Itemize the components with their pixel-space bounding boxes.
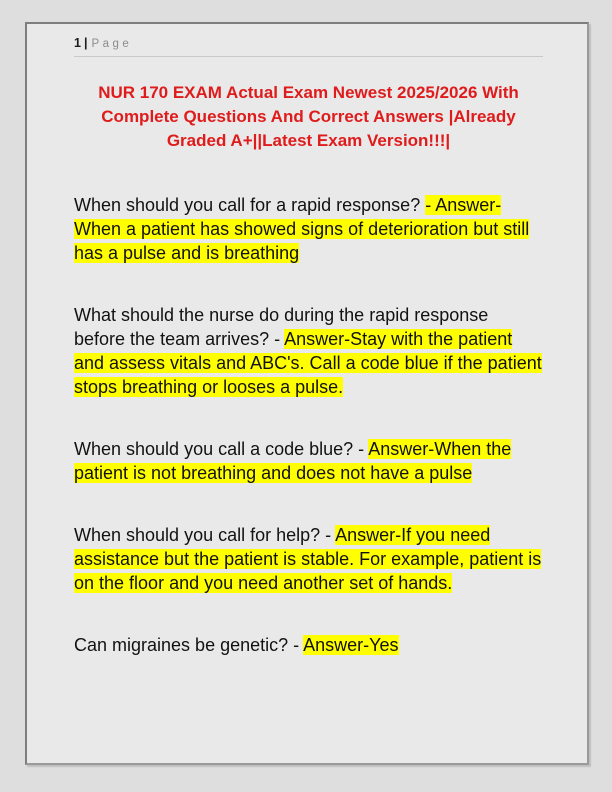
page-number: 1 (74, 36, 81, 50)
answer-highlight: Answer-Yes (303, 635, 399, 655)
qa-item (74, 193, 543, 265)
question-text: Can migraines be genetic? - (74, 635, 304, 655)
document-title: NUR 170 EXAM Actual Exam Newest 2025/2026 With Complete Questions And Correct Answers |Already Graded A+||Latest Exam Version!!!| (98, 83, 519, 150)
qa-item (74, 523, 543, 595)
page-header-text (74, 36, 543, 51)
qa-item (74, 633, 543, 657)
question-text: When should you call for a rapid response? (74, 195, 426, 215)
answer-highlight: Answer-When the patient is not breathing and does not have a pulse (74, 439, 512, 483)
answer-highlight: Answer-If you need assistance but the patient is stable. For example, patient is on the floor and you need another set of hands. (74, 525, 542, 593)
qa-item (74, 303, 543, 399)
question-text: When should you call a code blue? - (74, 439, 369, 459)
answer-highlight: Answer-Stay with the patient and assess vitals and ABC's. Call a code blue if the patient stops breathing or looses a pulse. (74, 329, 542, 397)
header-rule (74, 56, 543, 57)
answer-highlight: - Answer-When a patient has showed signs of deterioration but still has a pulse and is breathing (74, 195, 530, 263)
document-page (25, 22, 589, 765)
qa-item (74, 437, 543, 485)
question-text: What should the nurse do during the rapid response before the team arrives? - (74, 305, 489, 349)
page-header-label: Page (91, 38, 133, 50)
question-text: When should you call for help? - (74, 525, 336, 545)
page-number-separator: | (83, 36, 88, 50)
page-header (74, 36, 543, 57)
